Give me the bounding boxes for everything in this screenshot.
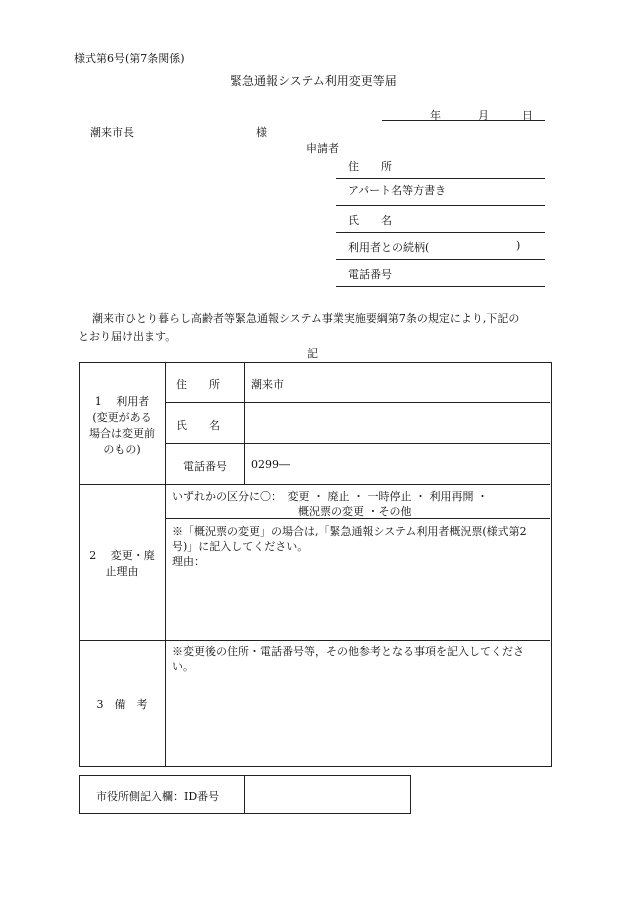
section1-label	[79, 394, 165, 458]
addressee-honorific: 様	[256, 126, 267, 139]
applicant-phone-label: 電話番号	[348, 268, 392, 281]
applicant-address-label: 住 所	[348, 160, 392, 173]
applicant-address-line[interactable]	[336, 178, 545, 179]
user-address-label: 住 所	[176, 378, 220, 391]
applicant-name-line[interactable]	[336, 232, 545, 233]
user-address-value[interactable]: 潮来市	[251, 378, 284, 391]
applicant-relation-close: )	[516, 239, 521, 252]
ki-heading: 記	[307, 347, 318, 360]
overview-note-line-1: ※「概況票の変更」の場合は,「緊急通報システム利用者概況票(様式第2	[172, 525, 527, 538]
section2-bottom	[79, 640, 550, 641]
section1-label-line: 場合は変更前	[89, 427, 155, 440]
section2-label	[79, 548, 165, 580]
section1-bottom	[79, 484, 550, 485]
addressee-name: 潮来市長	[90, 126, 134, 139]
office-use-divider	[244, 775, 245, 813]
remarks-note-line-2: い。	[172, 660, 194, 673]
form-title: 緊急通報システム利用変更等届	[230, 74, 397, 88]
applicant-relation-line[interactable]	[336, 259, 545, 260]
applicant-relation-label: 利用者との続柄(	[348, 241, 430, 254]
date-month-label: 月	[478, 109, 489, 122]
applicant-name-label: 氏 名	[348, 214, 392, 227]
user-phone-value[interactable]: 0299―	[251, 458, 290, 471]
office-use-label: 市役所側記入欄：ID番号	[96, 790, 220, 803]
user-phone-label: 電話番号	[183, 460, 227, 473]
applicant-apartment-line[interactable]	[336, 205, 545, 206]
sublabel-divider	[244, 362, 245, 484]
change-type-choices-cont[interactable]: 概況票の変更 ・その他	[298, 505, 412, 518]
change-type-choices[interactable]: いずれかの区分に〇： 変更 ・ 廃止 ・ 一時停止 ・ 利用再開 ・	[172, 490, 488, 503]
date-day-label: 日	[522, 109, 533, 122]
section3-label: 3 備 考	[96, 698, 148, 711]
section2-label-line: 止理由	[105, 565, 139, 578]
section1-label-line: のもの)	[103, 443, 141, 456]
remarks-field[interactable]	[172, 676, 542, 760]
label-column-divider	[165, 362, 166, 766]
applicant-apartment-label: アパート名等方書き	[348, 184, 447, 197]
office-id-field[interactable]	[250, 780, 404, 808]
reason-label: 理由：	[172, 555, 205, 568]
date-underline	[382, 120, 545, 121]
reason-field[interactable]	[172, 570, 542, 634]
form-number: 様式第6号(第7条関係)	[74, 52, 185, 65]
date-year-label: 年	[430, 109, 441, 122]
statement-line-2: とおり届け出ます。	[78, 330, 177, 343]
user-name-label: 氏 名	[176, 419, 220, 432]
row-name-bottom	[165, 443, 550, 444]
section1-label-line: 1 利用者	[94, 395, 150, 408]
user-name-value[interactable]	[251, 417, 541, 433]
statement-line-1: 潮来市ひとり暮らし高齢者等緊急通報システム事業実施要綱第7条の規定により,下記の	[92, 312, 520, 325]
section2-label-line: 2 変更・廃	[89, 549, 155, 562]
overview-note-line-2: 号)」に記入してください。	[172, 540, 309, 553]
applicant-phone-line[interactable]	[336, 286, 545, 287]
applicant-label: 申請者	[306, 142, 339, 155]
row-address-bottom	[165, 402, 550, 403]
section1-label-line: (変更がある	[92, 411, 152, 424]
remarks-note-line-1: ※変更後の住所・電話番号等，その他参考となる事項を記入してくださ	[172, 645, 524, 658]
